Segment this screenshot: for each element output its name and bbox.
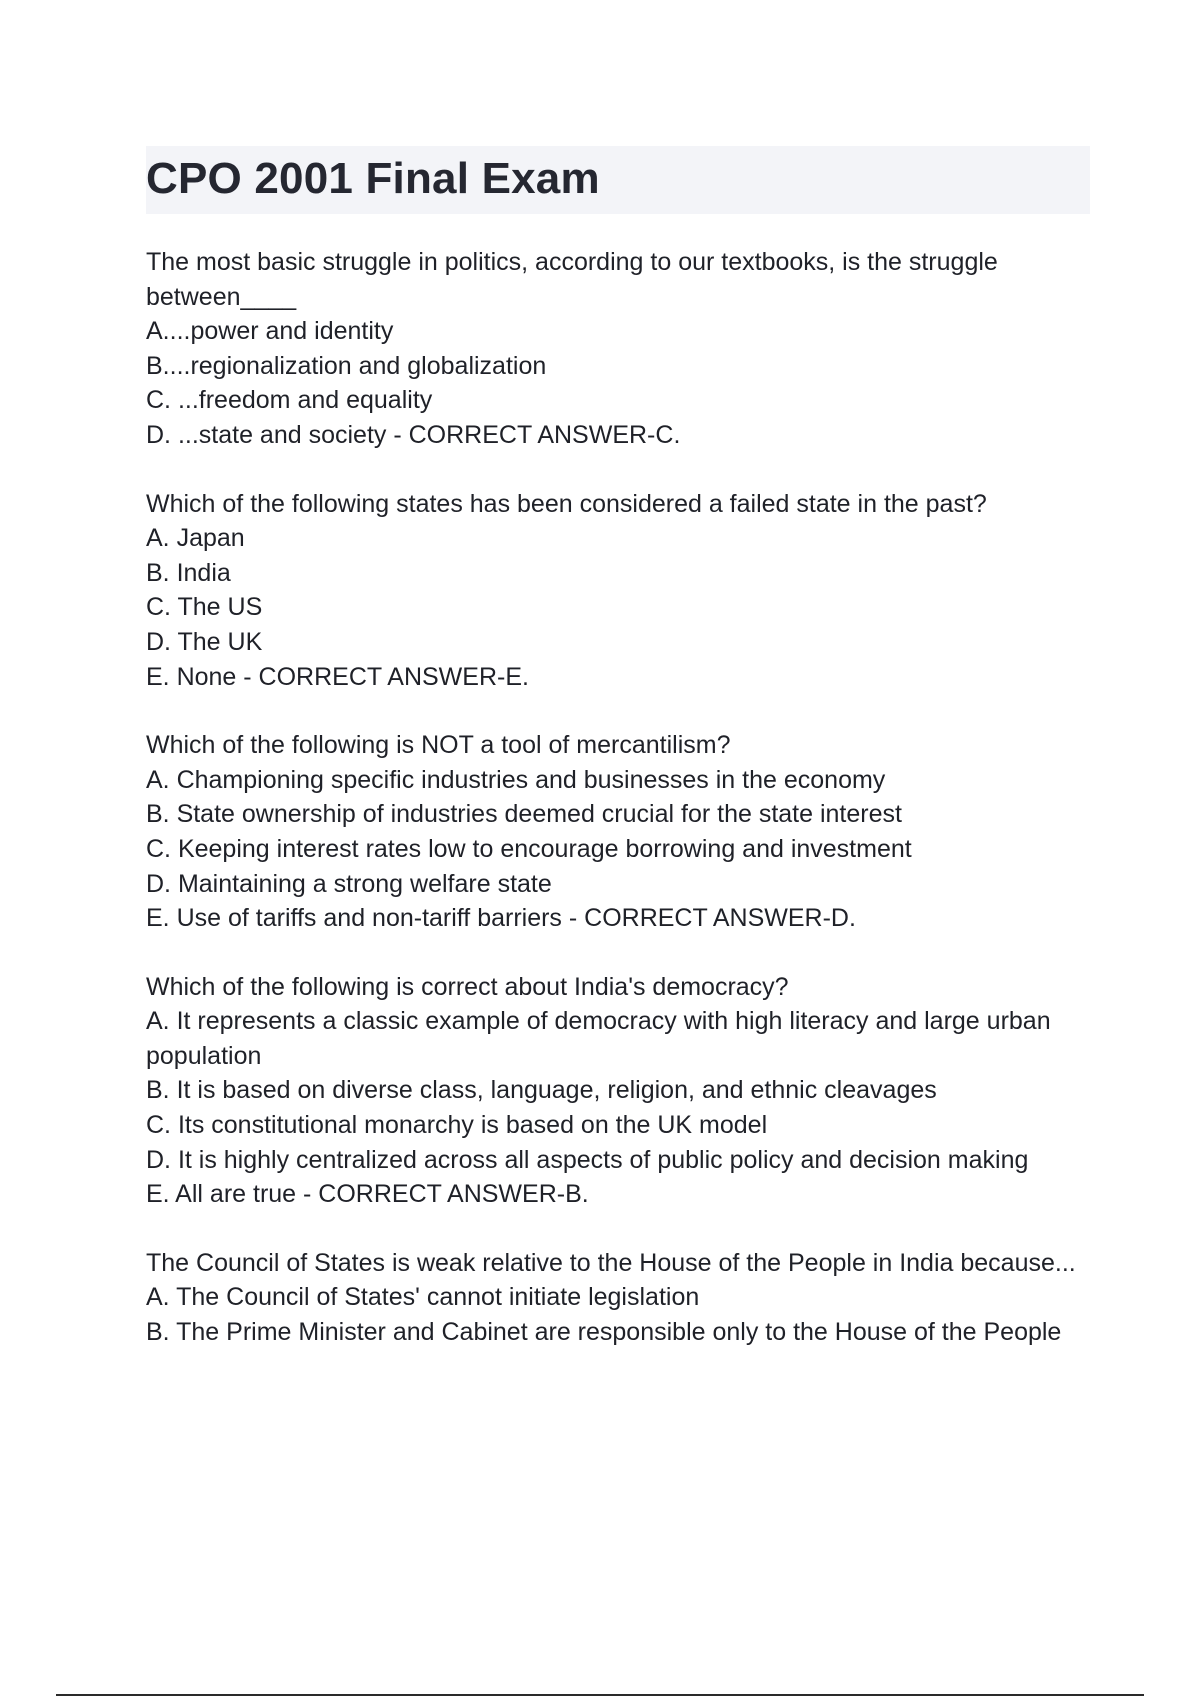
question-3 <box>146 728 1106 936</box>
answer-option: D. The UK <box>146 627 263 656</box>
answer-option: C. Keeping interest rates low to encourage borrowing and investment <box>146 834 912 863</box>
answer-option: C. The US <box>146 593 263 622</box>
question-4 <box>146 970 1106 1212</box>
answer-option: B. It is based on diverse class, language, religion, and ethnic cleavages <box>146 1076 937 1105</box>
answer-option: B. The Prime Minister and Cabinet are responsible only to the House of the People <box>146 1318 1062 1347</box>
answer-option: B. State ownership of industries deemed crucial for the state interest <box>146 800 902 829</box>
answer-option: C. ...freedom and equality <box>146 386 433 415</box>
answer-option: E. All are true - CORRECT ANSWER-B. <box>146 1180 589 1209</box>
question-text: The Council of States is weak relative to the House of the People in India because... <box>146 1248 1076 1277</box>
answer-option: A. Japan <box>146 524 245 553</box>
answer-option: D. ...state and society - CORRECT ANSWER-C. <box>146 420 681 449</box>
title-banner <box>146 146 1090 214</box>
question-text: The most basic struggle in politics, according to our textbooks, is the struggle between____ <box>146 248 998 311</box>
answer-option: A....power and identity <box>146 317 394 346</box>
footer-divider <box>56 1694 1144 1696</box>
answer-option: A. The Council of States' cannot initiate legislation <box>146 1283 700 1312</box>
answer-option: A. It represents a classic example of democracy with high literacy and large urban population <box>146 1007 1051 1070</box>
answer-option: C. Its constitutional monarchy is based on the UK model <box>146 1111 768 1140</box>
answer-option: E. None - CORRECT ANSWER-E. <box>146 662 529 691</box>
question-text: Which of the following states has been considered a failed state in the past? <box>146 489 987 518</box>
answer-option: D. It is highly centralized across all aspects of public policy and decision making <box>146 1145 1029 1174</box>
answer-option: D. Maintaining a strong welfare state <box>146 869 552 898</box>
document-title: CPO 2001 Final Exam <box>146 154 600 203</box>
answer-option: B....regionalization and globalization <box>146 351 547 380</box>
question-1 <box>146 245 1106 453</box>
answer-option: B. India <box>146 558 231 587</box>
question-5 <box>146 1246 1106 1350</box>
question-list <box>146 245 1106 1384</box>
question-2 <box>146 487 1106 695</box>
question-text: Which of the following is correct about India's democracy? <box>146 972 789 1001</box>
answer-option: A. Championing specific industries and businesses in the economy <box>146 765 886 794</box>
answer-option: E. Use of tariffs and non-tariff barriers - CORRECT ANSWER-D. <box>146 904 856 933</box>
question-text: Which of the following is NOT a tool of mercantilism? <box>146 731 731 760</box>
